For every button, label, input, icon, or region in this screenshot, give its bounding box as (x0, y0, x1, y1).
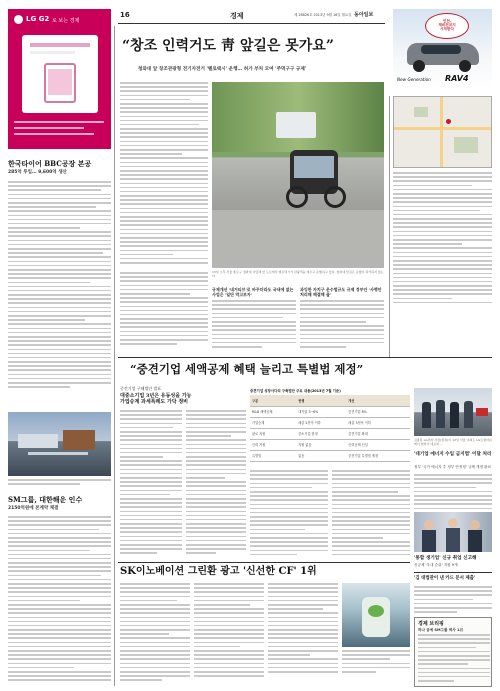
lg-ad-tagline: 로 보는 경제 (52, 18, 80, 24)
table-row (250, 428, 410, 439)
bottom-rule (118, 562, 410, 563)
ad-badge: 인천, 재비전치지 시작한다 (425, 13, 469, 39)
left-article-2-headline: SM그룹, 대한해운 인수 (8, 495, 83, 504)
right-article-2-headline: '통합 생기업' 신규 취업 신고해 (414, 556, 477, 561)
date-line: 제 26826호 2013년 9월 16일 월요일 (294, 13, 352, 17)
left-article-1-subhead: 285억 투입… 9,600억 생산 (8, 170, 67, 175)
header-rule (118, 23, 385, 24)
briefing-box-headline: 하나 공예 SM그룹 역사 1위 (418, 628, 463, 632)
right-bottom-rule (414, 572, 492, 573)
left-photo (8, 412, 111, 476)
ad-slogan: New Generation (397, 77, 431, 82)
table-cell: 중견기업 확대 (346, 428, 410, 439)
main-subheadline-1: 규제개선 '네거티브'로 바꾸더라도 국내에 없는 사업은 '일단 막고보자' (212, 287, 294, 298)
left-article-2-subhead: 2150억원에 본계약 체결 (8, 506, 59, 511)
table-cell: 인력공제 신설 (346, 439, 410, 450)
main-photo (212, 82, 384, 268)
right-bottom-body (414, 586, 492, 616)
table-cell: 대기업 3~6% (296, 406, 346, 417)
car-wheel-rear (459, 60, 471, 72)
table-cell: 없음 (296, 450, 346, 461)
car-wheel-front (413, 60, 425, 72)
briefing-box-title: 경제 브리핑 (418, 621, 444, 627)
left-article-1-body (8, 181, 111, 401)
main-body-col-3 (212, 300, 296, 352)
bottom-headline: SK이노베이션 그린환 광고 '신선한 CF' 1위 (120, 566, 317, 577)
table-cell: 가업승계 (250, 417, 296, 428)
table-cell: R&D 세액공제 (250, 406, 296, 417)
right-article-2-subhead: 신규제 '우대 순위' 지원 9개 (414, 563, 458, 567)
table-cell: 지원 없음 (296, 439, 346, 450)
table-row (250, 450, 410, 461)
main-headline: “창조 인력거도 靑 앞길은 못가요” (122, 38, 334, 54)
right-bottom-headline: '김 대법관이 낸 카드 문서 제출' (414, 576, 476, 581)
main-body-col-1 (120, 82, 208, 268)
lg-logo (14, 15, 23, 24)
left-photo-caption (8, 479, 111, 491)
middle-body-col-4 (332, 470, 410, 558)
left-article-2-body (8, 516, 111, 686)
main-subheadline-2: 과잉한 자치구 운수법규도 규제 정부안 '사행안 처리해 해결해 줄' (300, 287, 382, 298)
middle-table-title: 중견기업 성장사다리 구축법안 주요 내용(2013년 7월 기준) (250, 389, 341, 393)
column-divider-right (389, 96, 390, 358)
right-article-1-subhead: 정부 '국가 에너지 추 정부 안정정' 규제 개정 완료 (414, 465, 492, 469)
table-cell: 특별법 (250, 450, 296, 461)
page-header (118, 11, 388, 23)
briefing-box-body (418, 634, 490, 686)
right-body-1 (393, 172, 492, 308)
table-row (250, 417, 410, 428)
column-divider-left (114, 26, 115, 686)
middle-body-col-1 (120, 410, 182, 558)
middle-table (250, 395, 410, 462)
table-cell: 인력 지원 (250, 439, 296, 450)
middle-headline: “중견기업 세액공제 혜택 늘리고 특별법 제정” (130, 362, 364, 376)
table-row (250, 439, 410, 450)
paper-name: 동아일보 (354, 12, 374, 18)
main-body-col-2 (120, 272, 208, 352)
section-name: 경제 (230, 12, 244, 20)
middle-sub-label: 중견기업 구해법안 발표 (120, 386, 162, 391)
middle-right-photo (414, 388, 492, 436)
table-cell: 중견기업 8% (346, 406, 410, 417)
table-header-row (250, 395, 410, 406)
bottom-body-col-1 (120, 583, 190, 687)
bottom-photo-caption (342, 650, 410, 686)
ad-illustration (22, 35, 98, 113)
bottom-body-col-2 (194, 583, 264, 687)
briefing-box (414, 617, 492, 687)
table-header-cell: 개선 (346, 395, 410, 406)
table-cell: 판로 지원 (250, 428, 296, 439)
table-header-cell: 구분 (250, 395, 296, 406)
right-article-1-headline: '대기업 에너지 수입 금지법' 이달 처리 (414, 452, 492, 457)
table-cell: 매출 3천억 이하 (346, 417, 410, 428)
toyota-ad (393, 9, 492, 90)
bottom-photo (342, 583, 410, 647)
main-body-col-4 (300, 300, 384, 352)
table-cell: 중소기업 한정 (296, 428, 346, 439)
lg-ad-brand: LG G2 (26, 15, 50, 23)
car-window (421, 45, 461, 54)
middle-body-col-3 (250, 470, 328, 558)
page-number: 16 (120, 11, 130, 19)
table-cell: 매출 2천억 이하 (296, 417, 346, 428)
middle-sub-headline: 대중소기업 3년은 유동성을 가능 가업승계 과세특례도 가닥 정비 (120, 393, 192, 406)
middle-body-col-2 (186, 410, 246, 558)
table-cell: 중견기업 특별법 제정 (346, 450, 410, 461)
table-row (250, 406, 410, 417)
middle-photo-caption: 김종훈 LG전자 사장(왼쪽)이 12일 서울 여의도 LG트윈타워에서 협력사 대표와 … (414, 438, 492, 446)
bottom-body-col-3 (268, 583, 338, 687)
main-photo-caption: 13일 오후 서울 종로구 청와대 사랑채 앞 도로에서 벨로택시가 관광객을 태우고 운행하고 있다. 청와대 앞길은 운행이 허가되지 않는다. (212, 270, 384, 278)
right-map (393, 96, 492, 168)
main-subhead: 청와대 앞 창조관광형 전기자전거 '벨로택시' 운행… 허가 부처 모여 '주먹구구 규제' (138, 67, 307, 72)
middle-top-rule (118, 357, 492, 358)
table-header-cell: 현행 (296, 395, 346, 406)
left-article-1-headline: 한국타이어 BBC공장 본공 (8, 159, 92, 168)
right-people-photo (414, 512, 492, 552)
lg-ad (8, 9, 111, 149)
ad-model: RAV4 (445, 74, 469, 83)
